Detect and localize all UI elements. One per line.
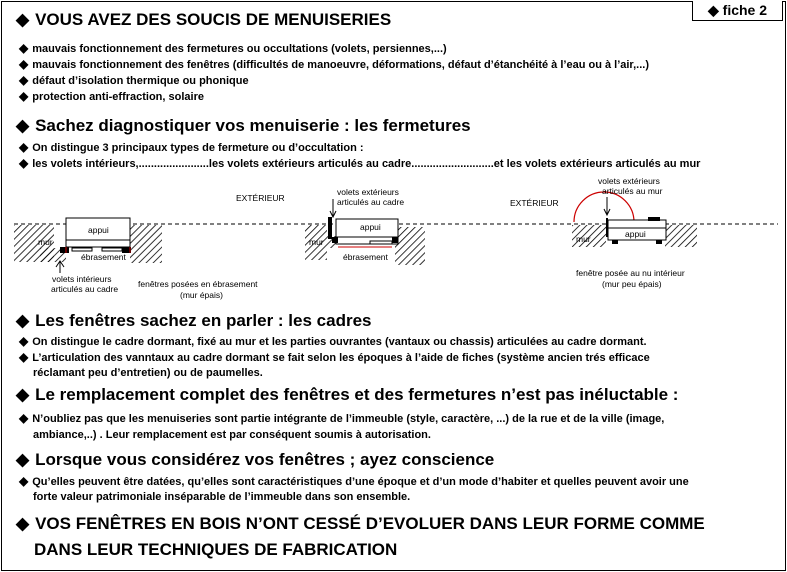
section6-title-line1: ◆ VOS FENÊTRES EN BOIS N’ONT CESSÉ D’EVOLUER DANS LEUR FORME COMME [16, 514, 705, 533]
d1-caption-line3: fenêtres posées en ébrasement [138, 279, 258, 289]
d3-caption-line1: fenêtre posée au nu intérieur [576, 268, 685, 278]
section2-bullet: ◆ les volets intérieurs,.......................les volets extérieurs articulés au cadre...........................et les volets extérieurs articulés au mur [19, 156, 701, 170]
diamond-icon: ◆ [16, 385, 30, 404]
d2-mur-label: mur [309, 237, 324, 247]
d2-top-line1: volets extérieurs [337, 187, 399, 197]
section3-bullet: ◆ On distingue le cadre dormant, fixé au mur et les parties ouvrantes (vantaux ou chassis) articulées au cadre dormant. [19, 334, 647, 348]
diamond-icon: ◆ [19, 140, 29, 154]
section6-title-line2: DANS LEUR TECHNIQUES DE FABRICATION [34, 540, 398, 559]
d1-appui-label: appui [88, 225, 109, 235]
d1-caption-line1: volets intérieurs [52, 274, 112, 284]
diamond-icon: ◆ [19, 89, 29, 103]
section1-title: ◆ VOUS AVEZ DES SOUCIS DE MENUISERIES [16, 10, 392, 29]
section3-title: ◆ Les fenêtres sachez en parler : les cadres [16, 311, 372, 330]
diamond-icon: ◆ [19, 41, 29, 55]
section4-title: ◆ Le remplacement complet des fenêtres et des fermetures n’est pas inéluctable : [16, 385, 679, 404]
fiche-label: ◆ fiche 2 [692, 1, 783, 21]
section5-bullet-continuation: forte valeur patrimoniale inséparable de l’immeuble dans son ensemble. [33, 491, 411, 503]
section1-bullet: ◆ mauvais fonctionnement des fenêtres (difficultés de manoeuvre, déformations, défaut d’étanchéité à l’eau ou à l’air,...) [19, 57, 649, 71]
diamond-icon: ◆ [19, 334, 29, 348]
diamond-icon: ◆ [19, 411, 29, 425]
d2-exterieur-label: EXTÉRIEUR [236, 193, 285, 203]
d2-top-line2: articulés au cadre [337, 197, 405, 207]
diamond-icon: ◆ [19, 73, 29, 87]
diamond-icon: ◆ [16, 450, 30, 469]
d1-caption-line2: articulés au cadre [51, 284, 119, 294]
diamond-icon: ◆ [16, 514, 30, 533]
d1-ebrasement-label: ébrasement [81, 252, 126, 262]
diamond-icon: ◆ [19, 156, 29, 170]
section1-bullet: ◆ mauvais fonctionnement des fermetures ou occultations (volets, persiennes,...) [19, 41, 447, 55]
d3-exterieur-label: EXTÉRIEUR [510, 198, 559, 208]
section5-bullet: ◆ Qu’elles peuvent être datées, qu’elles sont caractéristiques d’une époque et d’un mode d’habiter et quelles peuvent avoir une [19, 474, 689, 488]
diamond-icon: ◆ [19, 350, 29, 364]
section2-bullet: ◆ On distingue 3 principaux types de fermeture ou d’occultation : [19, 140, 364, 154]
diamond-icon: ◆ [16, 116, 30, 135]
d3-appui-label: appui [625, 229, 646, 239]
d2-appui-label: appui [360, 222, 381, 232]
d1-mur-label: mur [38, 237, 53, 247]
section1-bullet: ◆ défaut d’isolation thermique ou phonique [19, 73, 249, 87]
section5-title: ◆ Lorsque vous considérez vos fenêtres ; ayez conscience [16, 450, 495, 469]
section3-bullet: ◆ L’articulation des vanntaux au cadre dormant se fait selon les époques à l’aide de fiches (système ancien trés efficace [19, 350, 650, 364]
d3-top-line1: volets extérieurs [598, 176, 660, 186]
d3-top-line2: articulés au mur [602, 186, 663, 196]
section2-title: ◆ Sachez diagnostiquer vos menuiserie : les fermetures [16, 116, 471, 135]
diamond-icon: ◆ [19, 474, 29, 488]
section1-bullet: ◆ protection anti-effraction, solaire [19, 89, 204, 103]
section4-bullet-continuation: ambiance,..) . Leur remplacement est par conséquent soumis à autorisation. [33, 429, 431, 441]
section3-bullet-continuation: réclamant peu d’entretien) ou de paumelles. [33, 367, 263, 379]
d3-mur-label: mur [576, 234, 591, 244]
diamond-icon: ◆ [16, 311, 30, 330]
diamond-icon: ◆ [16, 10, 30, 29]
d2-ebrasement-label: ébrasement [343, 252, 388, 262]
section4-bullet: ◆ N’oubliez pas que les menuiseries sont partie intégrante de l’immeuble (style, caractère, ...) de la rue et de la ville (image, [19, 411, 665, 425]
d3-caption-line2: (mur peu épais) [602, 279, 662, 289]
d1-caption-line4: (mur épais) [180, 290, 223, 300]
diamond-icon: ◆ [19, 57, 29, 71]
